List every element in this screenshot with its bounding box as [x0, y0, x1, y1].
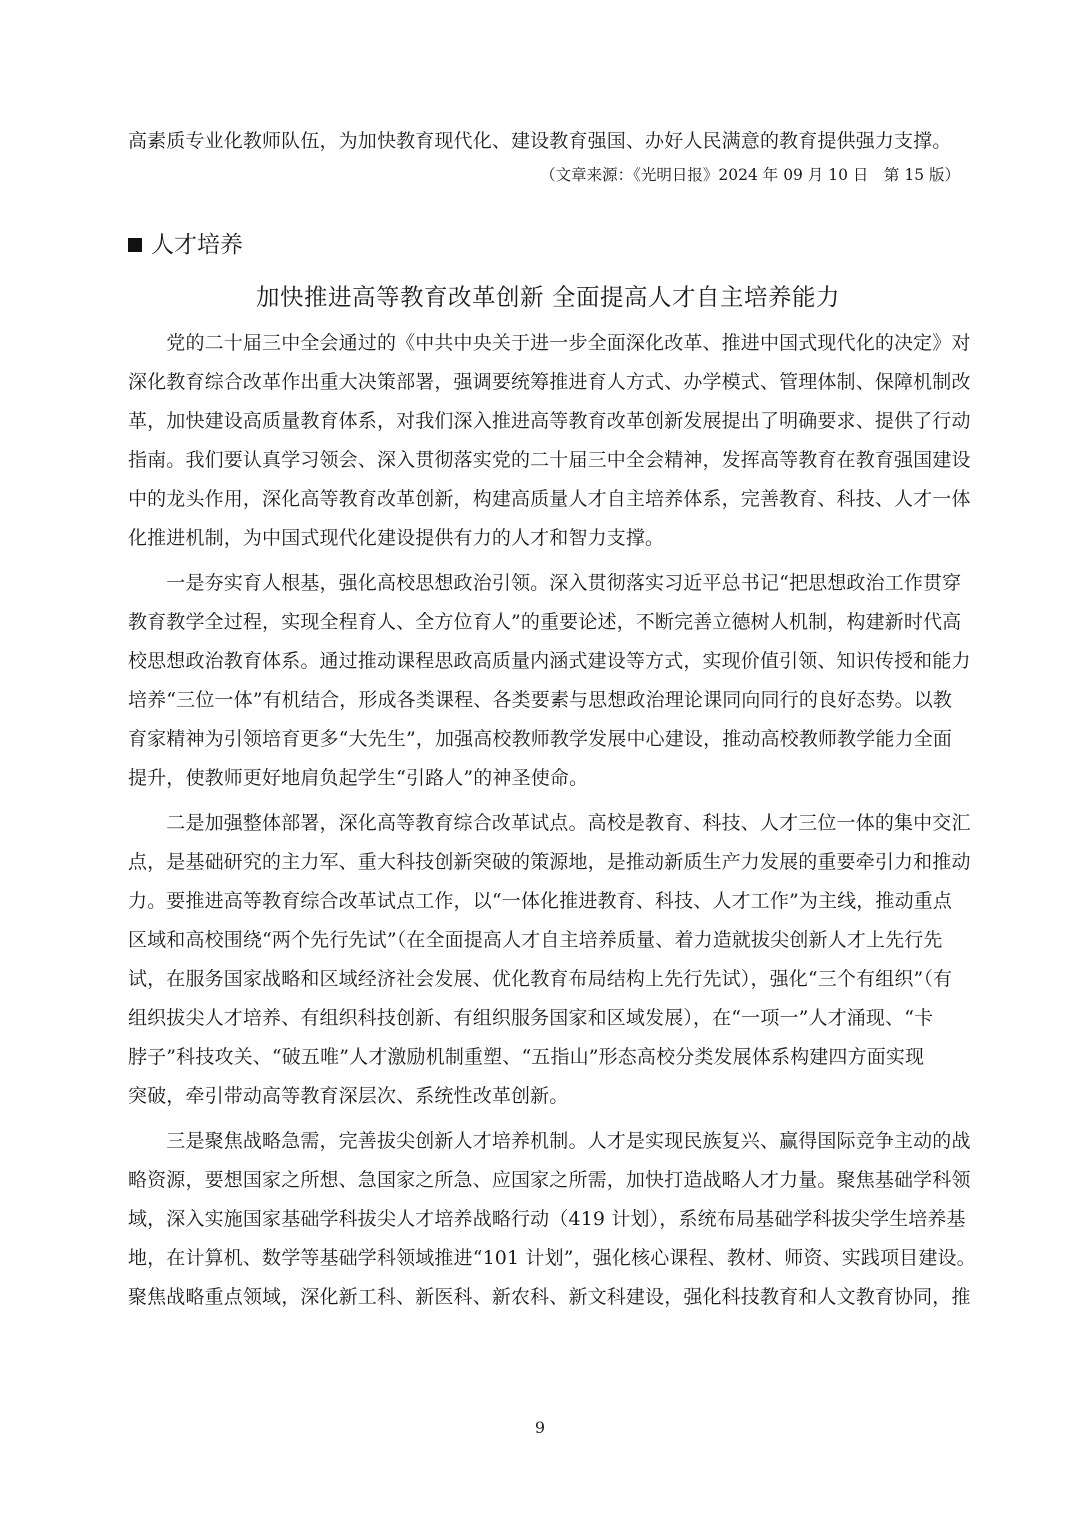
text-line: 培养“三位一体”有机结合，形成各类课程、各类要素与思想政治理论课同向同行的良好态势。以教 — [128, 689, 953, 711]
text-line: 脖子”科技攻关、“破五唯”人才激励机制重塑、“五指山”形态高校分类发展体系构建四方面实现 — [128, 1046, 925, 1068]
text-line: 力。要推进高等教育综合改革试点工作，以“一体化推进教育、科技、人才工作”为主线，推动重点 — [128, 890, 953, 912]
text-line: 地，在计算机、数学等基础学科领域推进“101 计划”，强化核心课程、教材、师资、实践项目建设。 — [128, 1247, 976, 1269]
black-square-icon — [128, 238, 142, 252]
article-title: 加快推进高等教育改革创新 全面提高人才自主培养能力 — [256, 283, 840, 311]
previous-article-last-line: 高素质专业化教师队伍，为加快教育现代化、建设教育强国、办好人民满意的教育提供强力支撑。 — [128, 130, 952, 152]
paragraph-3 — [128, 804, 971, 1116]
text-line: 深化教育综合改革作出重大决策部署，强调要统筹推进育人方式、办学模式、管理体制、保障机制改 — [128, 371, 971, 393]
text-line: 一是夯实育人根基，强化高校思想政治引领。深入贯彻落实习近平总书记“把思想政治工作贯穿 — [128, 572, 962, 594]
section-heading — [128, 228, 968, 262]
paragraph-1 — [128, 324, 971, 558]
text-line: 三是聚焦战略急需，完善拔尖创新人才培养机制。人才是实现民族复兴、赢得国际竞争主动的战 — [128, 1130, 971, 1152]
text-line: 试，在服务国家战略和区域经济社会发展、优化教育布局结构上先行先试），强化“三个有组织”（有 — [128, 968, 953, 990]
text-line: 突破，牵引带动高等教育深层次、系统性改革创新。 — [128, 1085, 569, 1107]
text-line: 略资源，要想国家之所想、急国家之所急、应国家之所需，加快打造战略人才力量。聚焦基础学科领 — [128, 1169, 971, 1191]
text-line: 党的二十届三中全会通过的《中共中央关于进一步全面深化改革、推进中国式现代化的决定》对 — [128, 332, 971, 354]
text-line: 二是加强整体部署，深化高等教育综合改革试点。高校是教育、科技、人才三位一体的集中交汇 — [128, 812, 971, 834]
paragraph-4 — [128, 1122, 976, 1317]
text-line: 校思想政治教育体系。通过推动课程思政高质量内涵式建设等方式，实现价值引领、知识传授和能力 — [128, 650, 971, 672]
article-source-note: （文章来源：《光明日报》2024 年 09 月 10 日 第 15 版） — [540, 166, 960, 184]
text-line: 革，加快建设高质量教育体系，对我们深入推进高等教育改革创新发展提出了明确要求、提供了行动 — [128, 410, 971, 432]
text-line: 聚焦战略重点领域，深化新工科、新医科、新农科、新文科建设，强化科技教育和人文教育协同，推 — [128, 1286, 971, 1308]
text-line: 中的龙头作用，深化高等教育改革创新，构建高质量人才自主培养体系，完善教育、科技、人才一体 — [128, 488, 971, 510]
text-line: 区域和高校围绕“两个先行先试”（在全面提高人才自主培养质量、着力造就拔尖创新人才上先行先 — [128, 929, 943, 951]
page-number: 9 — [534, 1418, 546, 1437]
page-content — [128, 122, 976, 1323]
text-line: 提升，使教师更好地肩负起学生“引路人”的神圣使命。 — [128, 767, 589, 789]
text-line: 指南。我们要认真学习领会、深入贯彻落实党的二十届三中全会精神，发挥高等教育在教育强国建设 — [128, 449, 971, 471]
text-line: 化推进机制，为中国式现代化建设提供有力的人才和智力支撑。 — [128, 527, 665, 549]
paragraph-2 — [128, 564, 971, 798]
text-line: 组织拔尖人才培养、有组织科技创新、有组织服务国家和区域发展），在“一项一”人才涌现、“卡 — [128, 1007, 934, 1029]
text-line: 域，深入实施国家基础学科拔尖人才培养战略行动（419 计划），系统布局基础学科拔尖学生培养基 — [128, 1208, 966, 1230]
section-heading-label: 人才培养 — [151, 232, 243, 258]
text-line: 点，是基础研究的主力军、重大科技创新突破的策源地，是推动新质生产力发展的重要牵引力和推动 — [128, 851, 971, 873]
text-line: 育家精神为引领培育更多“大先生”，加强高校教师教学发展中心建设，推动高校教师教学能力全面 — [128, 728, 953, 750]
text-line: 教育教学全过程，实现全程育人、全方位育人”的重要论述，不断完善立德树人机制，构建新时代高 — [128, 611, 962, 633]
